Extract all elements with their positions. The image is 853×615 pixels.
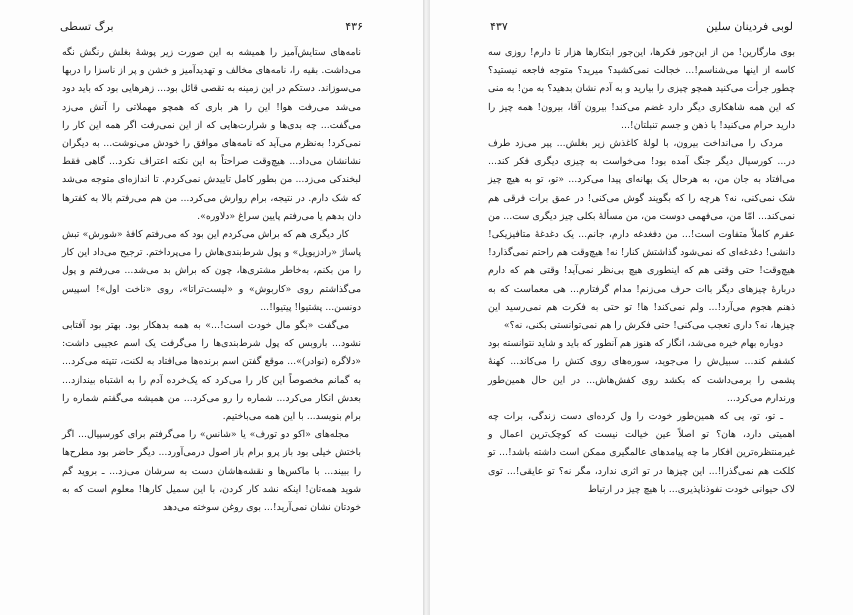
book-spine [423, 0, 430, 615]
left-page-body [62, 44, 361, 517]
paragraph: ـ تو، تو، یی که همین‌طور خودت را ول کرده‌ای دست زندگی، برات چه اهمیتی دارد، هان؟ تو اصلاً عین خیالت نیست که کوچک‌ترین اعمال و غیرمنتظره‌ترین افکار ما چه پیامدهای عالمگیری ممکن است داشته باشد!... تو کلکت هم نمی‌گذرا!... این چیزها در تو اثری ندارد، مگر نه؟ تو عایقی!... توی لاک حیوانی خودت نفوذناپذیری... با هیچ چیز در ارتباط [488, 411, 795, 495]
paragraph: بوی مارگارین! من از این‌جور فکرها، این‌جور ابتکارها هزار تا دارم! روزی سه کاسه از اینها می‌شناسم!... خجالت نمی‌کشید؟ میرید؟ متوجه فاجعه نیستید؟ چطور جرأت می‌کنید همچو چیزی را بیارید و به آدم نشان بدهید؟ به من! به منی که این همه شاهکاری دیگر دارد غضم می‌کند! بیرون آقا، بیرون! همه چیز را دارید حرام می‌کنید! با ذهن و جسم تنبلتان!... [488, 47, 795, 131]
right-page-number: ۴۳۷ [490, 20, 508, 33]
right-running-head: لوبی فردینان سلین [706, 20, 793, 33]
paragraph: کار دیگری هم که براش می‌کردم این بود که می‌رفتم کافهٔ «شورش» تبش پاساژ «رادزیویل» و پول شرط‌بندی‌هاش را می‌پرداختم. ترجیح می‌داد این کار را من بکنم، به‌خاطر مشتری‌ها، چون که براش بد می‌شد... می‌رفتم و پول می‌گذاشتم روی «کاربوش» و «لیست‌تراتا»، روی «ناخت اول»! اسپیس دونسن... پشتیوا! پیتیوا!... [62, 229, 361, 313]
paragraph: می‌گفت «بگو مال خودت است!...» به همه بدهکار بود. بهتر بود آفتابی نشود... باروبس که پول شرط‌بندی‌ها را می‌گرفت یک اسم عجیبی داشت: «دلاگره (نوادر)»... موقع گفتن اسم برنده‌ها می‌افتاد به لکنت، تتپته می‌کرد... به گمانم مخصوصاً این کار را می‌کرد که یک‌خرده آدم را به اشتباه بیندازد... بعدش انکار می‌کرد... شماره را رو می‌کرد... من همیشه می‌گفتم شماره را برام بنویسد... با این همه می‌باختیم. [62, 320, 361, 423]
left-page-number: ۴۳۶ [345, 20, 363, 33]
right-page-header [490, 20, 793, 36]
right-page-body [488, 44, 795, 499]
left-page [0, 0, 423, 615]
paragraph: مردک را می‌انداخت بیرون، با لولهٔ کاغذش زیر بغلش... پیر می‌زد طرف در... کورسیال دیگر جنگ آمده بود! می‌خواست به چیزی دیگری فکر کند... می‌افتاد به جان من، به هرحال یک بهانه‌ای پیدا می‌کرد... «تو، تو به هیچ چیز شک نمی‌کنی، نه؟ هرچه را که بگویند گوش می‌کنی! در عمق برات فرقی هم نمی‌کند... امّا من، می‌فهمی دوست من، من مسألهٔ بکلی چیز دیگری ست... من عقرم کاملاً متفاوت است!... من دفغدغه دارم، جانم... یک دغدغهٔ متافیزیکی! دانشی! دغدغه‌ای که نمی‌شود گذاشتش کنار! نه! هیچ‌وقت هم راحتم نمی‌گذارد! هیچ‌وقت! حتی وقتی هم که اینطوری هیچ بی‌نظر نمی‌آید! وقتی هم که دارم دربارهٔ چیزهای دیگر باات حرف می‌زنم! مدام گرفتارم... هی معماست که به ذهنم هجوم می‌آرد!... ولم نمی‌کند! ها! تو حتی به فکرت هم نمی‌رسید این چیزها، نه؟ داری تعجب می‌کنی! حتی فکرش را هم نمی‌توانستی بکنی، نه؟» [488, 138, 795, 332]
paragraph: دوباره بهام خیره می‌شد، انگار که هنوز هم آنطور که باید و شاید نتوانسته بود کشفم کند... سبیل‌ش را می‌جوید، سوره‌های روی کتش را می‌کاند... کهنهٔ پشمی را برمی‌داشت که بکشد روی کفش‌هاش... در این حال همین‌طور ورندارم می‌کرد... [488, 338, 795, 404]
paragraph: مجله‌های «اکو دو تورف» یا «شانس» را می‌گرفتم برای کورسپیال... اگر باختش خیلی بود باز پرو برام باز اصول درمی‌آورد... دیگر حاضر بود مطرح‌ها را ببیند... با ماکس‌ها و نقشه‌هاشان دست به سرشان می‌زد... ـ بروید گم شوید همه‌تان! اینکه نشد کار کردن، با این سمیل کارها! معلوم است که به خودتان نشان نمی‌آرید!... بوی روغن سوخته می‌دهد [62, 429, 361, 514]
left-page-header [60, 20, 363, 36]
right-page [430, 0, 853, 615]
paragraph: نامه‌های ستایش‌آمیز را همیشه به این صورت زیر پوشهٔ بغلش رنگش نگه می‌داشت. بقیه را، نامه‌های مخالف و تهدیدآمیز و خشن و پر از ناسزا را دربها می‌سوزاند. دستکم در این زمینه به تقصی قائل بود... زهرهایی بود که باید دود می‌شد می‌رفت هوا! این را هر باری که همچو مهملاتی را آتش می‌زد می‌گفت... چه بدی‌ها و شرارت‌هایی که از این نمی‌رفت اگر همه این کار را نمی‌کرد! به‌نظرم می‌آید که نامه‌های موافق را خودش می‌نوشت... به دیگران نشانشان می‌داد... هیچ‌وقت صراحتاً به این نکته اعتراف نکرد... گاهی فقط لبخندکی می‌زد... من بطور کامل تاییدش نمی‌کردم. تا اندازه‌ای متوجه می‌شد که شک دارم. در نتیجه، برام روارش می‌کرد... من هم می‌رفتم بالا به کفترها دان بدهم یا می‌رفتم پایین سراغ «دلاوره». [62, 47, 361, 222]
left-running-head: برگ تسطی [60, 20, 114, 33]
